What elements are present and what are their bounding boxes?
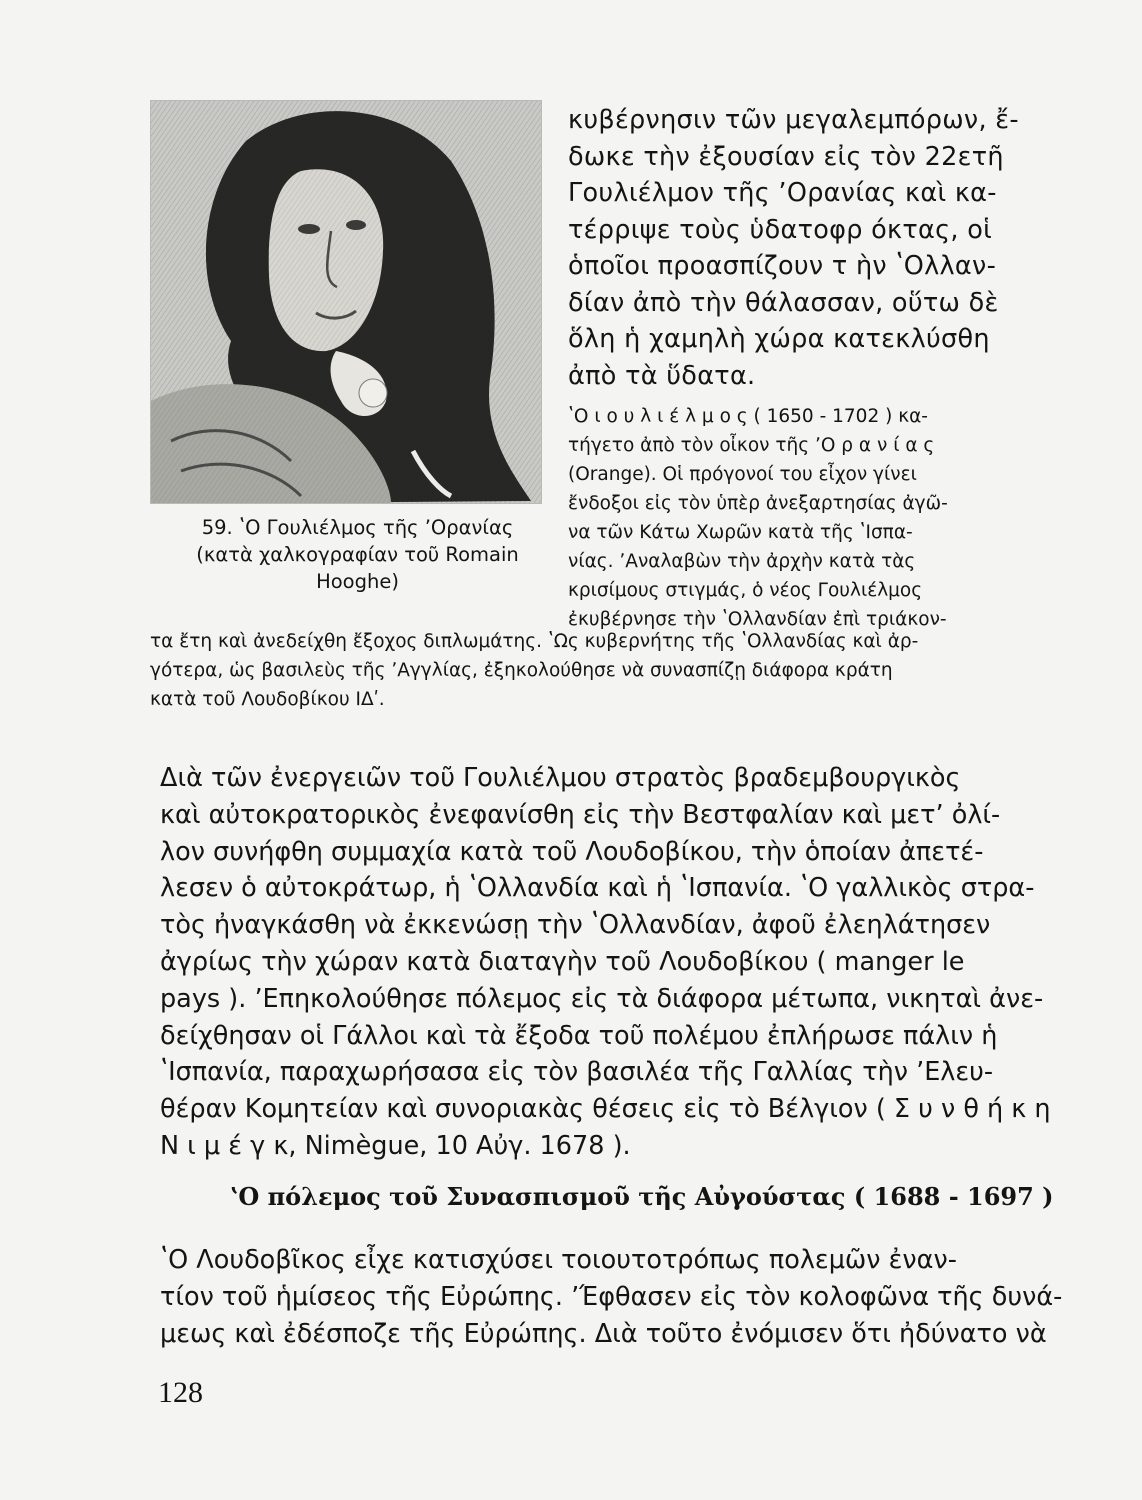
text-line: κυβέρνησιν τῶν μεγαλεμπόρων, ἔ- xyxy=(568,105,1019,135)
text-line: ὁποῖοι προασπίζουν τ ὴν ʽΟλλαν- xyxy=(568,251,997,281)
paragraph-line: Διὰ τῶν ἐνεργειῶν τοῦ Γουλιέλμου στρατὸς βραδεμβουργικὸς xyxy=(160,763,961,793)
paragraph-line: ʽΙσπανία, παραχωρήσασα εἰς τὸν βασιλέα τῆς Γαλλίας τὴν ʼΕλευ- xyxy=(160,1057,994,1088)
paragraph-line: δείχθησαν οἱ Γάλλοι καὶ τὰ ἔξοδα τοῦ πολέμου ἐπλήρωσε πάλιν ἡ xyxy=(160,1020,998,1051)
paragraph-line: καὶ αὐτοκρατορικὸς ἐνεφανίσθη εἰς τὴν Βεστφαλίαν καὶ μετʼ ὀλί- xyxy=(160,799,1001,830)
paragraph-line: λεσεν ὁ αὐτοκράτωρ, ἡ ʽΟλλανδία καὶ ἡ ʽΙσπανία. ʽΟ γαλλικὸς στρα- xyxy=(160,873,1035,904)
paragraph-line: θέραν Κομητείαν καὶ συνοριακὰς θέσεις εἰς τὸ Βέλγιον ( Σ υ ν θ ή κ η xyxy=(160,1094,1051,1125)
portrait-engraving-icon xyxy=(151,101,541,503)
note-line: ʽΟ ι ο υ λ ι έ λ μ ο ς ( 1650 - 1702 ) κα- xyxy=(568,406,928,427)
section-heading: ʽΟ πόλεμος τοῦ Συνασπισμοῦ τῆς Αὐγούστας ( 1688 - 1697 ) xyxy=(230,1182,1054,1211)
portrait-image xyxy=(150,100,542,504)
paragraph-line: τὸς ἠναγκάσθη νὰ ἐκκενώσῃ τὴν ʽΟλλανδίαν, ἀφοῦ ἐλεηλάτησεν xyxy=(160,910,991,941)
caption-line: (κατὰ χαλκογραφίαν τοῦ Romain xyxy=(196,543,519,566)
right-column-text xyxy=(568,102,1019,394)
paragraph-line: Ν ι μ έ γ κ, Nimègue, 10 Αὐγ. 1678 ). xyxy=(160,1130,631,1161)
note-line: τα ἔτη καὶ ἀνεδείχθη ἔξοχος διπλωμάτης. ʽΩς κυβερνήτης τῆς ʽΟλλανδίας καὶ ἀρ- xyxy=(150,631,919,652)
body-paragraph xyxy=(160,760,1051,1165)
figure-caption xyxy=(150,514,565,595)
note-line: νίας. ʼΑναλαβὼν τὴν ἀρχὴν κατὰ τὰς xyxy=(568,551,916,572)
page-number: 128 xyxy=(158,1376,203,1409)
paragraph-line: ἀγρίως τὴν χώραν κατὰ διαταγὴν τοῦ Λουδοβίκου ( manger le xyxy=(160,946,965,977)
body-paragraph-2 xyxy=(160,1242,1063,1352)
note-line: κατὰ τοῦ Λουδοβίκου ΙΔʹ. xyxy=(150,689,385,710)
note-line: ἔνδοξοι εἰς τὸν ὑπὲρ ἀνεξαρτησίας ἀγῶ- xyxy=(568,493,948,514)
paragraph-line: pays ). ʼΕπηκολούθησε πόλεμος εἰς τὰ διάφορα μέτωπα, νικηταὶ ἀνε- xyxy=(160,983,1044,1014)
text-line: Γουλιέλμον τῆς ʼΟρανίας καὶ κα- xyxy=(568,178,997,208)
note-line: τήγετο ἀπὸ τὸν οἶκον τῆς ʼΟ ρ α ν ί α ς xyxy=(568,435,935,456)
note-line: (Orange). Οἱ πρόγονοί του εἶχον γίνει xyxy=(568,464,917,485)
paragraph-line: μεως καὶ ἐδέσποζε τῆς Εὐρώπης. Διὰ τοῦτο ἐνόμισεν ὅτι ἠδύνατο νὰ xyxy=(160,1318,1047,1349)
caption-line: 59. ʽΟ Γουλιέλμος τῆς ʼΟρανίας xyxy=(201,516,514,539)
caption-line: Hooghe) xyxy=(316,570,399,593)
note-line: ἐκυβέρνησε τὴν ʽΟλλανδίαν ἐπὶ τριάκον- xyxy=(568,609,947,630)
text-line: ἀπὸ τὰ ὕδατα. xyxy=(568,360,756,391)
note-line: γότερα, ὡς βασιλεὺς τῆς ʼΑγγλίας, ἐξηκολούθησε νὰ συνασπίζῃ διάφορα κράτη xyxy=(150,660,893,681)
biographical-note-continued xyxy=(150,627,1010,714)
biographical-note xyxy=(568,402,1013,634)
text-line: ὅλη ἡ χαμηλὴ χώρα κατεκλύσθη xyxy=(568,324,990,354)
text-line: δωκε τὴν ἐξουσίαν εἰς τὸν 22ετῆ xyxy=(568,141,1004,172)
note-line: να τῶν Κάτω Χωρῶν κατὰ τῆς ʽΙσπα- xyxy=(568,522,913,543)
text-line: τέρριψε τοὺς ὑδατοφρ όκτας, οἱ xyxy=(568,214,993,245)
paragraph-line: ʽΟ Λουδοβῖκος εἶχε κατισχύσει τοιουτοτρόπως πολεμῶν ἐναν- xyxy=(160,1245,957,1275)
paragraph-line: λον συνήφθη συμμαχία κατὰ τοῦ Λουδοβίκου, τὴν ὁποίαν ἀπετέ- xyxy=(160,836,984,867)
note-line: κρισίμους στιγμάς, ὁ νέος Γουλιέλμος xyxy=(568,580,923,601)
paragraph-line: τίον τοῦ ἡμίσεος τῆς Εὐρώπης. ʼΈφθασεν εἰς τὸν κολοφῶνα τῆς δυνά- xyxy=(160,1281,1063,1312)
text-line: δίαν ἀπὸ τὴν θάλασσαν, οὕτω δὲ xyxy=(568,287,999,318)
